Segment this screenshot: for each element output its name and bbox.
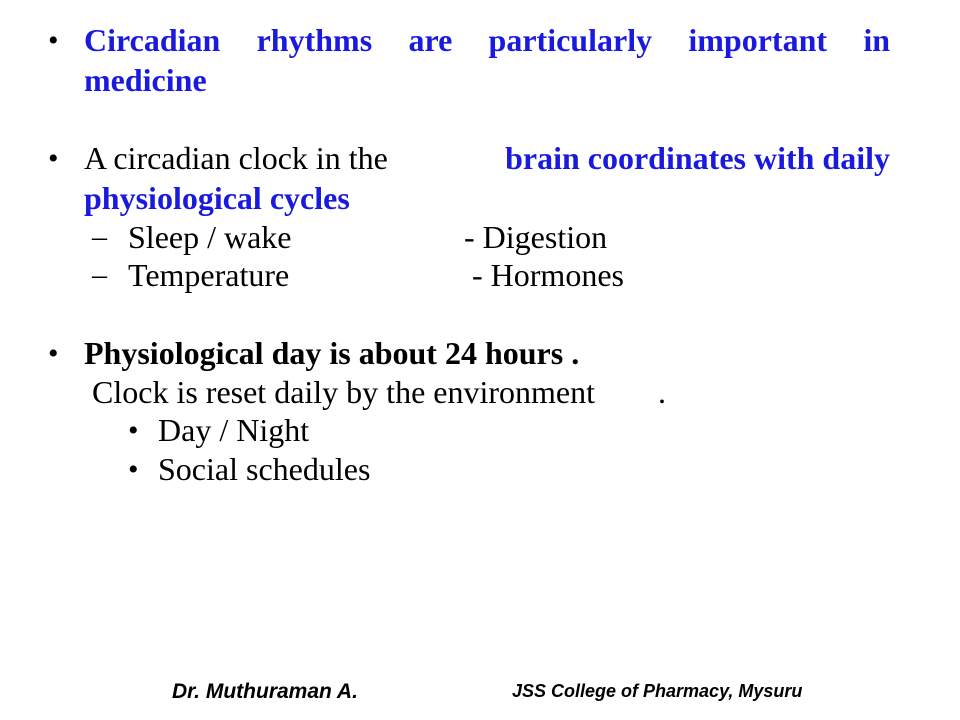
footer-institution: JSS College of Pharmacy, Mysuru xyxy=(512,681,803,701)
sub-item-social-schedules: Social schedules xyxy=(158,451,371,487)
sub-dash-1: – xyxy=(92,220,107,253)
bullet-2-line-1 xyxy=(84,138,890,178)
sub-item-temperature: Temperature xyxy=(128,257,290,293)
sub-bullet-2-marker: • xyxy=(128,453,139,486)
sub-item-hormones: - Hormones xyxy=(472,257,624,293)
bullet-2-prefix: A circadian clock in the xyxy=(84,140,388,176)
bullet-2-line-2: physiological cycles xyxy=(84,180,350,216)
bullet-1-line-2: medicine xyxy=(84,62,207,98)
sub-bullet-1-marker: • xyxy=(128,414,139,447)
sub-item-sleep-wake: Sleep / wake xyxy=(128,219,292,255)
bullet-3-line-2: Clock is reset daily by the environment xyxy=(92,374,595,410)
sub-item-day-night: Day / Night xyxy=(158,412,310,448)
bullet-2-highlight: brain coordinates with daily xyxy=(505,140,890,176)
bullet-3-line-1: Physiological day is about 24 hours . xyxy=(84,335,580,371)
bullet-2-marker: • xyxy=(48,142,59,175)
bullet-3-marker: • xyxy=(48,337,59,370)
bullet-3-line-2-period: . xyxy=(658,374,666,410)
sub-dash-2: – xyxy=(92,258,107,291)
sub-item-digestion: - Digestion xyxy=(464,219,608,255)
bullet-1-marker: • xyxy=(48,24,59,57)
bullet-1-line-1: Circadian rhythms are particularly important in xyxy=(84,22,890,58)
footer-author: Dr. Muthuraman A. xyxy=(172,680,358,703)
